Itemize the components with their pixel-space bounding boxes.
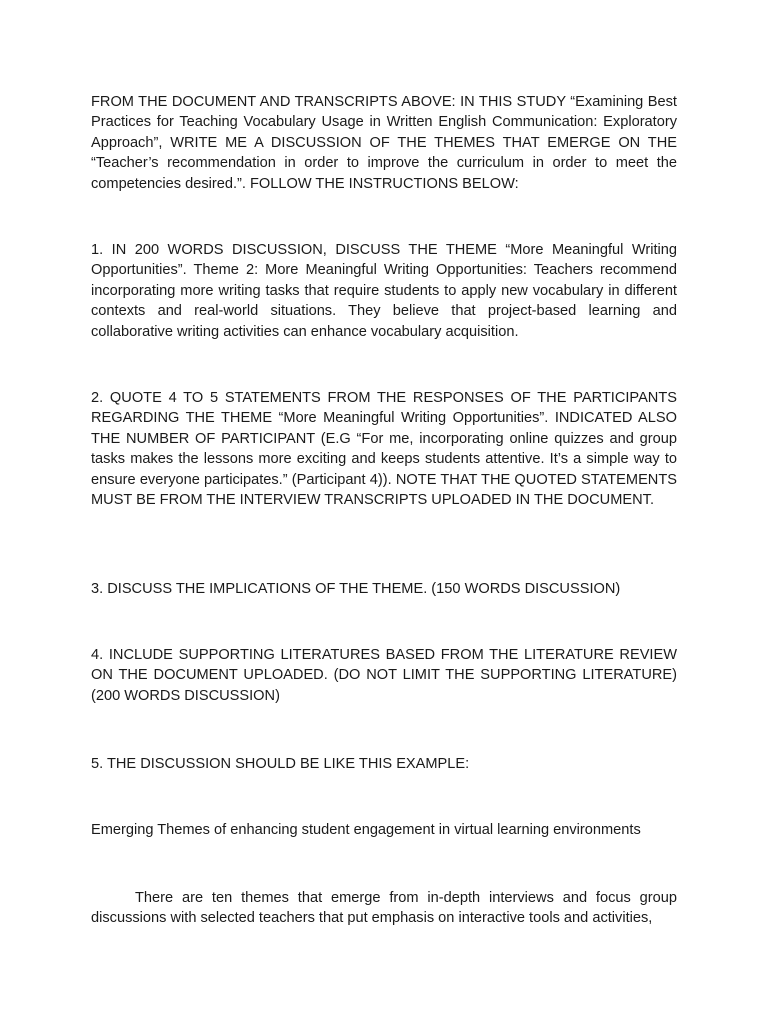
instruction-item-3: 3. DISCUSS THE IMPLICATIONS OF THE THEME. (150 WORDS DISCUSSION) — [91, 581, 621, 597]
instruction-item-2: 2. QUOTE 4 TO 5 STATEMENTS FROM THE RESPONSES OF THE PARTICIPANTS REGARDING THE THEME “More Meaningful Writing Opportunities”. INDICATED ALSO THE NUMBER OF PARTICIPANT (E.G “For me, incorporating online quizzes and group tasks makes the lessons more exciting and keeps students attentive. It’s a simple way to ensure everyone participates.” (Participant 4)). NOTE THAT THE QUOTED STATEMENTS MUST BE FROM THE INTERVIEW TRANSCRIPTS UPLOADED IN THE DOCUMENT. — [91, 390, 677, 509]
intro-paragraph: FROM THE DOCUMENT AND TRANSCRIPTS ABOVE: IN THIS STUDY “Examining Best Practices for Teaching Vocabulary Usage in Written English Communication: Exploratory Approach”, WRITE ME A DISCUSSION OF THE THEMES THAT EMERGE ON THE “Teacher’s recommendation in order to improve the curriculum in order to meet the competencies desired.”. FOLLOW THE INSTRUCTIONS BELOW: — [91, 94, 677, 192]
example-heading: Emerging Themes of enhancing student engagement in virtual learning environments — [91, 822, 641, 838]
instruction-item-4: 4. INCLUDE SUPPORTING LITERATURES BASED FROM THE LITERATURE REVIEW ON THE DOCUMENT UPLOADED. (DO NOT LIMIT THE SUPPORTING LITERATURE) (200 WORDS DISCUSSION) — [91, 647, 677, 704]
instruction-item-1: 1. IN 200 WORDS DISCUSSION, DISCUSS THE THEME “More Meaningful Writing Opportunities”. Theme 2: More Meaningful Writing Opportunities: Teachers recommend incorporating more writing tasks that require students to apply new vocabulary in different contexts and real-world situations. They believe that project-based learning and collaborative writing activities can enhance vocabulary acquisition. — [91, 242, 677, 340]
instruction-item-5: 5. THE DISCUSSION SHOULD BE LIKE THIS EXAMPLE: — [91, 756, 470, 772]
example-body-paragraph: There are ten themes that emerge from in-depth interviews and focus group discussions with selected teachers that put emphasis on interactive tools and activities, — [91, 890, 677, 927]
